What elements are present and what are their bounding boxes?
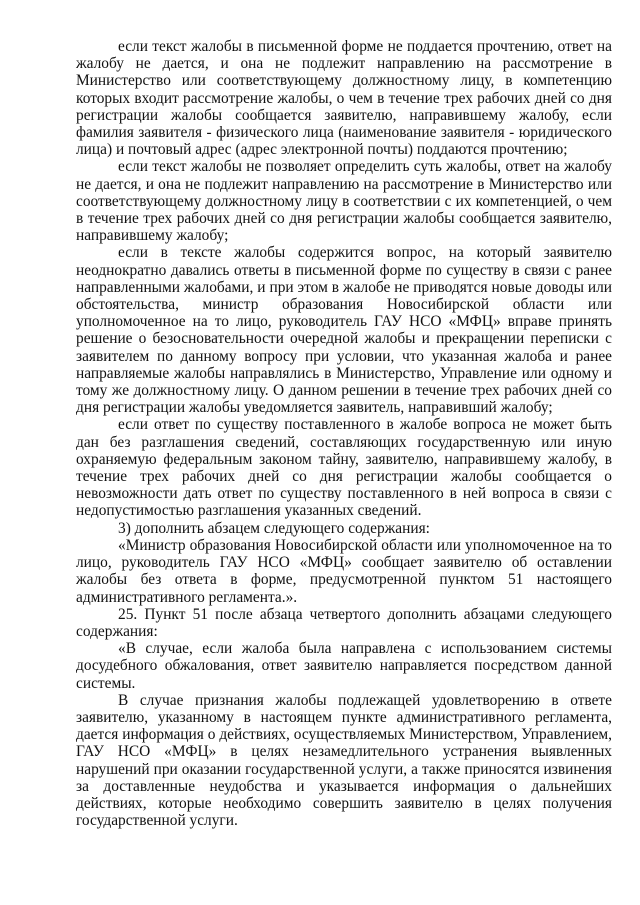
paragraph-pretrial-system: «В случае, если жалоба была направлена с использованием системы досудебного обжалования, ответ заявителю направляется посредством данной системы. (76, 640, 612, 692)
document-page (76, 38, 612, 829)
paragraph-repeated-question: если в тексте жалобы содержится вопрос, на который заявителю неоднократно давались ответы в письменной форме по существу в связи с ранее направленными жалобами, и при этом в жалобе не приводятся новые доводы или обстоятельства, министр образования Новосибирской области или уполномоченное на то лицо, руководитель ГАУ НСО «МФЦ» вправе принять решение о безосновательности очередной жалобы и прекращении переписки с заявителем по данному вопросу при условии, что указанная жалоба и ранее направляемые жалобы направлялись в Министерство, Управление или одному и тому же должностному лицу. О данном решении в течение трех рабочих дней со дня регистрации жалобы уведомляется заявитель, направивший жалобу; (76, 244, 612, 417)
paragraph-clause-25: 25. Пункт 51 после абзаца четвертого дополнить абзацами следующего содержания: (76, 605, 612, 640)
paragraph-complaint-satisfied: В случае признания жалобы подлежащей удовлетворению в ответе заявителю, указанному в настоящем пункте административного регламента, дается информация о действиях, осуществляемых Министерством, Управлением, ГАУ НСО «МФЦ» в целях незамедлительного устранения выявленных нарушений при оказании государственной услуги, а также приносятся извинения за доставленные неудобства и указывается информация о дальнейших действиях, которые необходимо совершить заявителю в целях получения государственной услуги. (76, 691, 612, 830)
paragraph-undetermined-essence: если текст жалобы не позволяет определить суть жалобы, ответ на жалобу не дается, и она не подлежит направлению на рассмотрение в Министерство или соответствующему должностному лицу в соответствии с их компетенцией, о чем в течение трех рабочих дней со дня регистрации жалобы сообщается заявителю, направившему жалобу; (76, 158, 612, 245)
paragraph-amendment-item-3: 3) дополнить абзацем следующего содержания: (118, 519, 430, 537)
paragraph-unreadable-complaint: если текст жалобы в письменной форме не поддается прочтению, ответ на жалобу не дается, и она не подлежит направлению на рассмотрение в Министерство или соответствующему должностному лицу, в компетенцию которых входит рассмотрение жалобы, о чем в течение трех рабочих дней со дня регистрации жалобы сообщается заявителю, направившему жалобу, если фамилия заявителя - физического лица (наименование заявителя - юридического лица) и почтовый адрес (адрес электронной почты) поддаются прочтению; (76, 38, 612, 159)
paragraph-state-secret: если ответ по существу поставленного в жалобе вопроса не может быть дан без разглашения сведений, составляющих государственную или иную охраняемую федеральным законом тайну, заявителю, направившему жалобу, в течение трех рабочих дней со дня регистрации жалобы сообщается о невозможности дать ответ по существу поставленного в ней вопроса в связи с недопустимостью разглашения указанных сведений. (76, 416, 612, 520)
paragraph-minister-notifies: «Министр образования Новосибирской области или уполномоченное на то лицо, руководитель ГАУ НСО «МФЦ» сообщает заявителю об оставлении жалобы без ответа в форме, предусмотренной пунктом 51 настоящего административного регламента.». (76, 536, 612, 606)
